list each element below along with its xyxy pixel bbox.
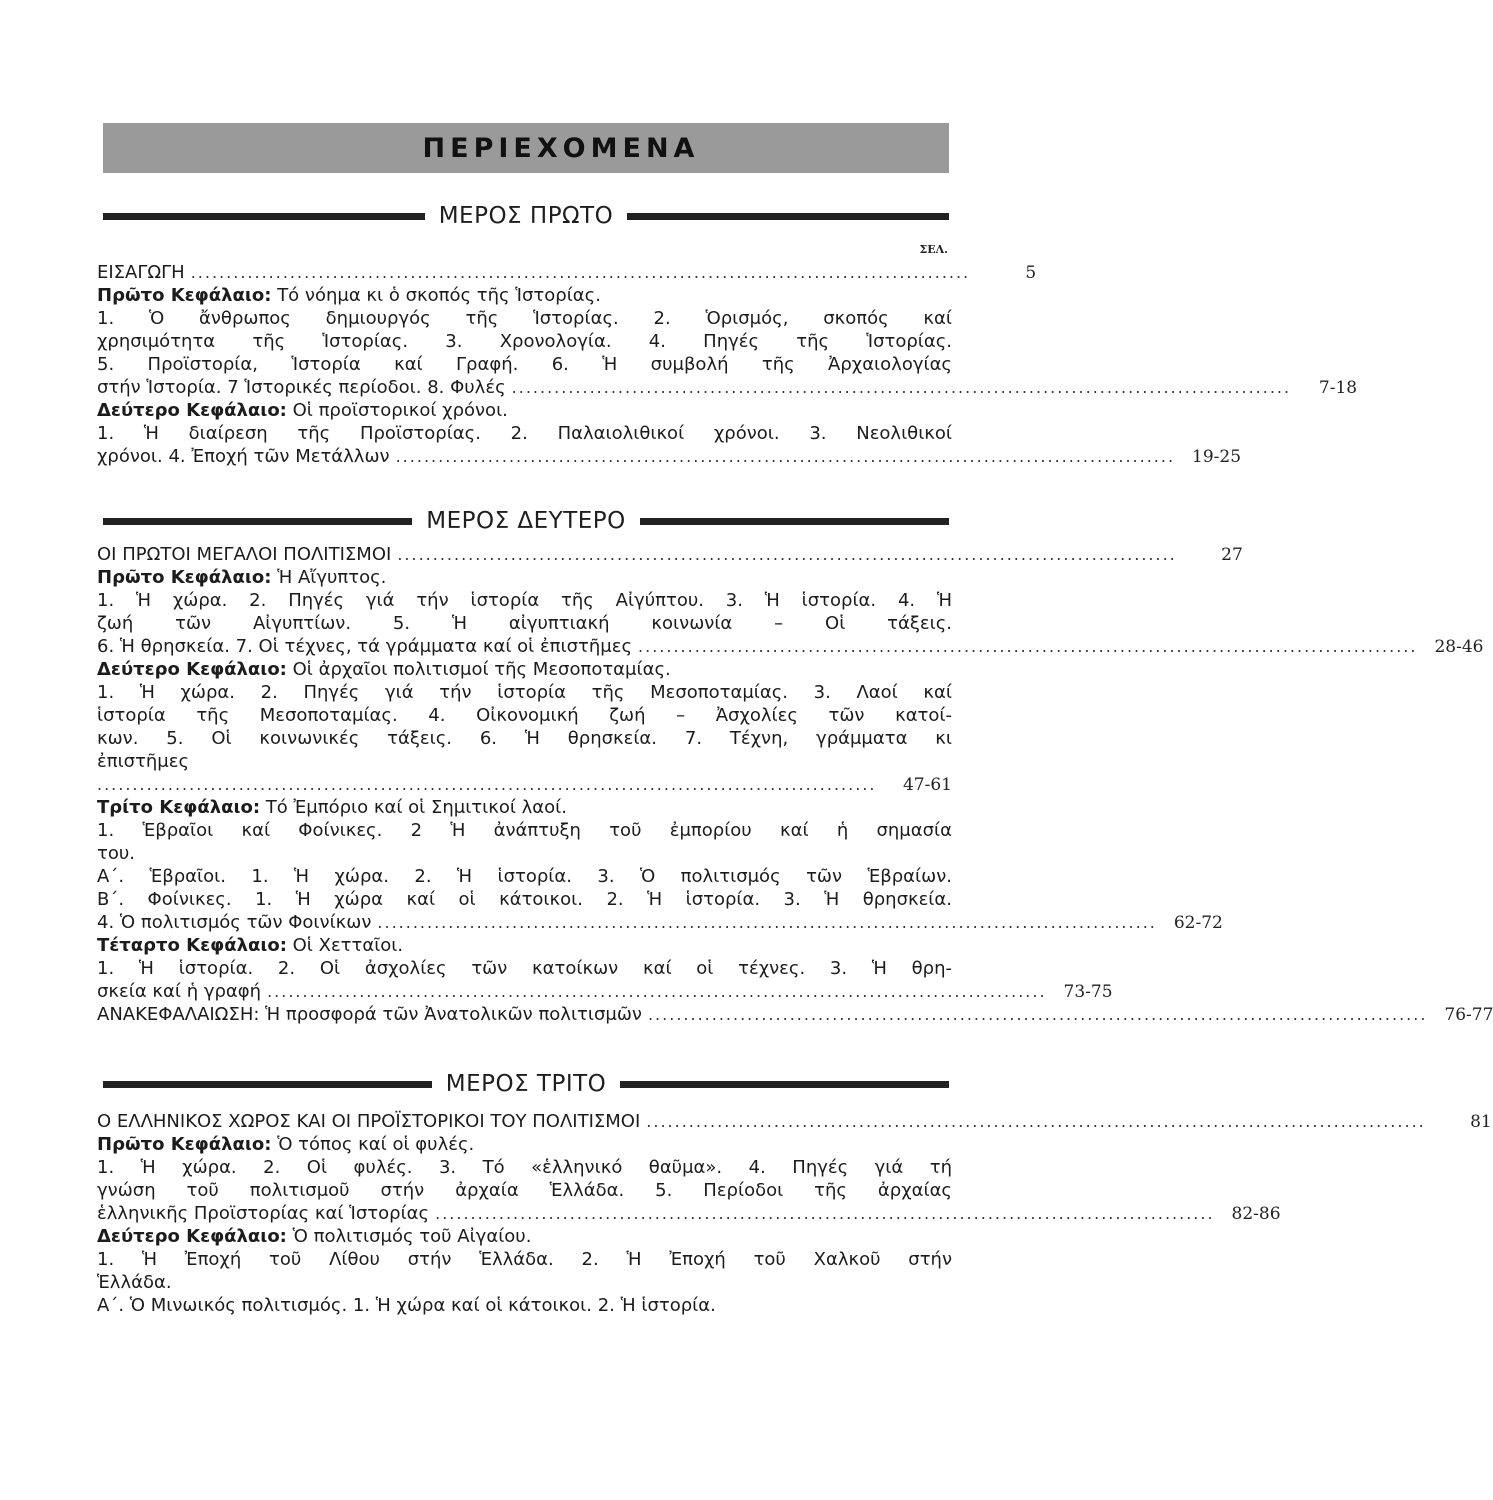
toc-entry-last-line: χρόνοι. 4. Ἐποχή τῶν Μετάλλων .............................................................................................................. 19-25 — [97, 446, 1242, 467]
chapter-text-line: 1. Ἡ χώρα. 2. Πηγές γιά τήν ἱστορία τῆς Μεσοποταμίας. 3. Λαοί καί — [97, 682, 952, 703]
part-two-title: ΜΕΡΟΣ ΔΕΥΤΕΡΟ — [426, 508, 626, 534]
part-one-title: ΜΕΡΟΣ ΠΡΩΤΟ — [438, 203, 614, 229]
part-three-entries — [97, 1110, 1492, 1317]
part-two-entries — [97, 543, 1493, 1026]
chapter-text-line: κων. 5. Οἱ κοινωνικές τάξεις. 6. Ἡ θρησκεία. 7. Τέχνη, γράμματα κι — [97, 728, 952, 749]
chapter-text-line: ἱστορία τῆς Μεσοποταμίας. 4. Οἰκονομική ζωή – Ἀσχολίες τῶν κατοί- — [97, 705, 952, 726]
rule-left — [103, 213, 425, 220]
part-three-title: ΜΕΡΟΣ ΤΡΙΤΟ — [445, 1071, 607, 1097]
chapter-text-line: ζωή τῶν Αἰγυπτίων. 5. Ἡ αἰγυπτιακή κοινωνία – Οἱ τάξεις. — [97, 613, 952, 634]
chapter-text-line: χρησιμότητα τῆς Ἱστορίας. 3. Χρονολογία. 4. Πηγές τῆς Ἱστορίας. — [97, 331, 952, 352]
chapter-heading: Δεύτερο Κεφάλαιο: Οἱ προϊστορικοί χρόνοι. — [97, 400, 508, 421]
rule-left — [103, 518, 412, 525]
chapter-heading: Πρῶτο Κεφάλαιο: Ὁ τόπος καί οἱ φυλές. — [97, 1134, 475, 1155]
dot-leader: .............................................................................................................. — [377, 913, 1157, 932]
chapter-text-line: Ἑλλάδα. — [97, 1272, 172, 1293]
dot-leader: .............................................................................................................. — [647, 1005, 1428, 1024]
rule-left — [103, 1081, 432, 1088]
page-number: 5 — [1025, 263, 1037, 283]
chapter-text-line: 5. Προϊστορία, Ἱστορία καί Γραφή. 6. Ἡ συμβολή τῆς Ἀρχαιολογίας — [97, 354, 952, 375]
dot-leader: .............................................................................................................. — [646, 1112, 1426, 1131]
chapter-heading: Πρῶτο Κεφάλαιο: Ἡ Αἴγυπτος. — [97, 567, 387, 588]
page-number: 62-72 — [1173, 913, 1223, 933]
dot-leader: .............................................................................................................. — [395, 447, 1176, 466]
chapter-text-line: 1. Ἡ Ἐποχή τοῦ Λίθου στήν Ἑλλάδα. 2. Ἡ Ἐποχή τοῦ Χαλκοῦ στήν — [97, 1249, 952, 1270]
chapter-text-line: 1. Ἡ χώρα. 2. Οἱ φυλές. 3. Τό «ἑλληνικό θαῦμα». 4. Πηγές γιά τή — [97, 1157, 952, 1178]
rule-right — [627, 213, 949, 220]
chapter-heading: Δεύτερο Κεφάλαιο: Οἱ ἀρχαῖοι πολιτισμοί τῆς Μεσοποταμίας. — [97, 659, 671, 680]
toc-entry-intro: ΟΙ ΠΡΩΤΟΙ ΜΕΓΑΛΟΙ ΠΟΛΙΤΙΣΜΟΙ .............................................................................................................. 27 — [97, 544, 1243, 565]
toc-entry-last-line — [97, 773, 952, 796]
chapter-text-line: του. — [97, 843, 135, 864]
chapter-text-line: 1. Ἡ χώρα. 2. Πηγές γιά τήν ἱστορία τῆς Αἰγύπτου. 3. Ἡ ἱστορία. 4. Ἡ — [97, 590, 952, 611]
part-two-header — [103, 506, 949, 536]
dot-leader: .............................................................................................................. — [511, 378, 1292, 397]
chapter-text-line: 1. Ὁ ἄνθρωπος δημιουργός τῆς Ἱστορίας. 2. Ὁρισμός, σκοπός καί — [97, 308, 952, 329]
page-number: 7-18 — [1318, 378, 1358, 398]
contents-heading: ΠΕΡΙΕΧΟΜΕΝΑ — [422, 132, 700, 164]
page-number: 28-46 — [1434, 637, 1484, 657]
page-number: 81 — [1470, 1112, 1492, 1132]
chapter-heading: Δεύτερο Κεφάλαιο: Ὁ πολιτισμός τοῦ Αἰγαίου. — [97, 1226, 532, 1247]
chapter-text-line: ἐπιστῆμες — [97, 751, 190, 772]
rule-right — [640, 518, 949, 525]
toc-entry-intro: ΕΙΣΑΓΩΓΗ .............................................................................................................. 5 — [97, 262, 1037, 283]
page-number: 73-75 — [1063, 982, 1113, 1002]
dot-leader: .............................................................................................................. — [190, 263, 971, 282]
page-column-label: ΣΕΛ. — [919, 243, 948, 256]
chapter-text-line: γνώση τοῦ πολιτισμοῦ στήν ἀρχαία Ἑλλάδα. 5. Περίοδοι τῆς ἀρχαίας — [97, 1180, 952, 1201]
toc-entry-last-line: ἑλληνικῆς Προϊστορίας καί Ἱστορίας .............................................................................................................. 82-86 — [97, 1203, 1281, 1224]
chapter-heading: Πρῶτο Κεφάλαιο: Τό νόημα κι ὁ σκοπός τῆς Ἱστορίας. — [97, 285, 601, 306]
chapter-text-line: Α΄. Ἑβραῖοι. 1. Ἡ χώρα. 2. Ἡ ἱστορία. 3. Ὁ πολιτισμός τῶν Ἑβραίων. — [97, 866, 952, 887]
page-number: 76-77 — [1444, 1005, 1493, 1025]
chapter-heading: Τρίτο Κεφάλαιο: Τό Ἐμπόριο καί οἱ Σημιτικοί λαοί. — [97, 797, 567, 818]
toc-entry-last-line: σκεία καί ἡ γραφή .............................................................................................................. 73-75 — [97, 981, 1113, 1002]
toc-entry-last-line: στήν Ἱστορία. 7 Ἱστορικές περίοδοι. 8. Φυλές .............................................................................................................. 7-18 — [97, 377, 1358, 398]
page-number: 82-86 — [1231, 1204, 1281, 1224]
toc-entry-last-line: 4. Ὁ πολιτισμός τῶν Φοινίκων .............................................................................................................. 62-72 — [97, 912, 1223, 933]
toc-entry-summary: ΑΝΑΚΕΦΑΛΑΙΩΣΗ: Ἡ προσφορά τῶν Ἀνατολικῶν πολιτισμῶν .............................................................................................................. 76-77 — [97, 1004, 1493, 1025]
chapter-text-line: Α΄. Ὁ Μινωικός πολιτισμός. 1. Ἡ χώρα καί οἱ κάτοικοι. 2. Ἡ ἱστορία. — [97, 1295, 716, 1316]
part-three-header — [103, 1069, 949, 1099]
toc-entry-last-line: 6. Ἡ θρησκεία. 7. Οἱ τέχνες, τά γράμματα καί οἱ ἐπιστῆμες .............................................................................................................. 28-46 — [97, 636, 1484, 657]
rule-right — [620, 1081, 949, 1088]
chapter-text-line: 1. Ἑβραῖοι καί Φοίνικες. 2 Ἡ ἀνάπτυξη τοῦ ἐμπορίου καί ἡ σημασία — [97, 820, 952, 841]
dot-leader: .............................................................................................................. — [267, 982, 1047, 1001]
dot-leader: .............................................................................................................. — [638, 637, 1418, 656]
contents-banner — [103, 123, 949, 173]
toc-entry-intro: Ο ΕΛΛΗΝΙΚΟΣ ΧΩΡΟΣ ΚΑΙ ΟΙ ΠΡΟΪΣΤΟΡΙΚΟΙ ΤΟΥ ΠΟΛΙΤΙΣΜΟΙ .............................................................................................................. 81 — [97, 1111, 1492, 1132]
chapter-text-line: 1. Ἡ ἱστορία. 2. Οἱ ἀσχολίες τῶν κατοίκων καί οἱ τέχνες. 3. Ἡ θρη- — [97, 958, 952, 979]
part-one-entries — [97, 261, 1358, 468]
dot-leader: .............................................................................................................. — [97, 775, 877, 794]
chapter-heading: Τέταρτο Κεφάλαιο: Οἱ Χετταῖοι. — [97, 935, 404, 956]
page-number: 19-25 — [1192, 447, 1242, 467]
chapter-text-line: Β΄. Φοίνικες. 1. Ἡ χώρα καί οἱ κάτοικοι. 2. Ἡ ἱστορία. 3. Ἡ θρησκεία. — [97, 889, 952, 910]
dot-leader: .............................................................................................................. — [397, 545, 1177, 564]
page-number: 27 — [1221, 545, 1243, 565]
part-one-header — [103, 201, 949, 231]
dot-leader: .............................................................................................................. — [435, 1204, 1215, 1223]
chapter-text-line: 1. Ἡ διαίρεση τῆς Προϊστορίας. 2. Παλαιολιθικοί χρόνοι. 3. Νεολιθικοί — [97, 423, 952, 444]
page-number: 47-61 — [902, 775, 952, 795]
